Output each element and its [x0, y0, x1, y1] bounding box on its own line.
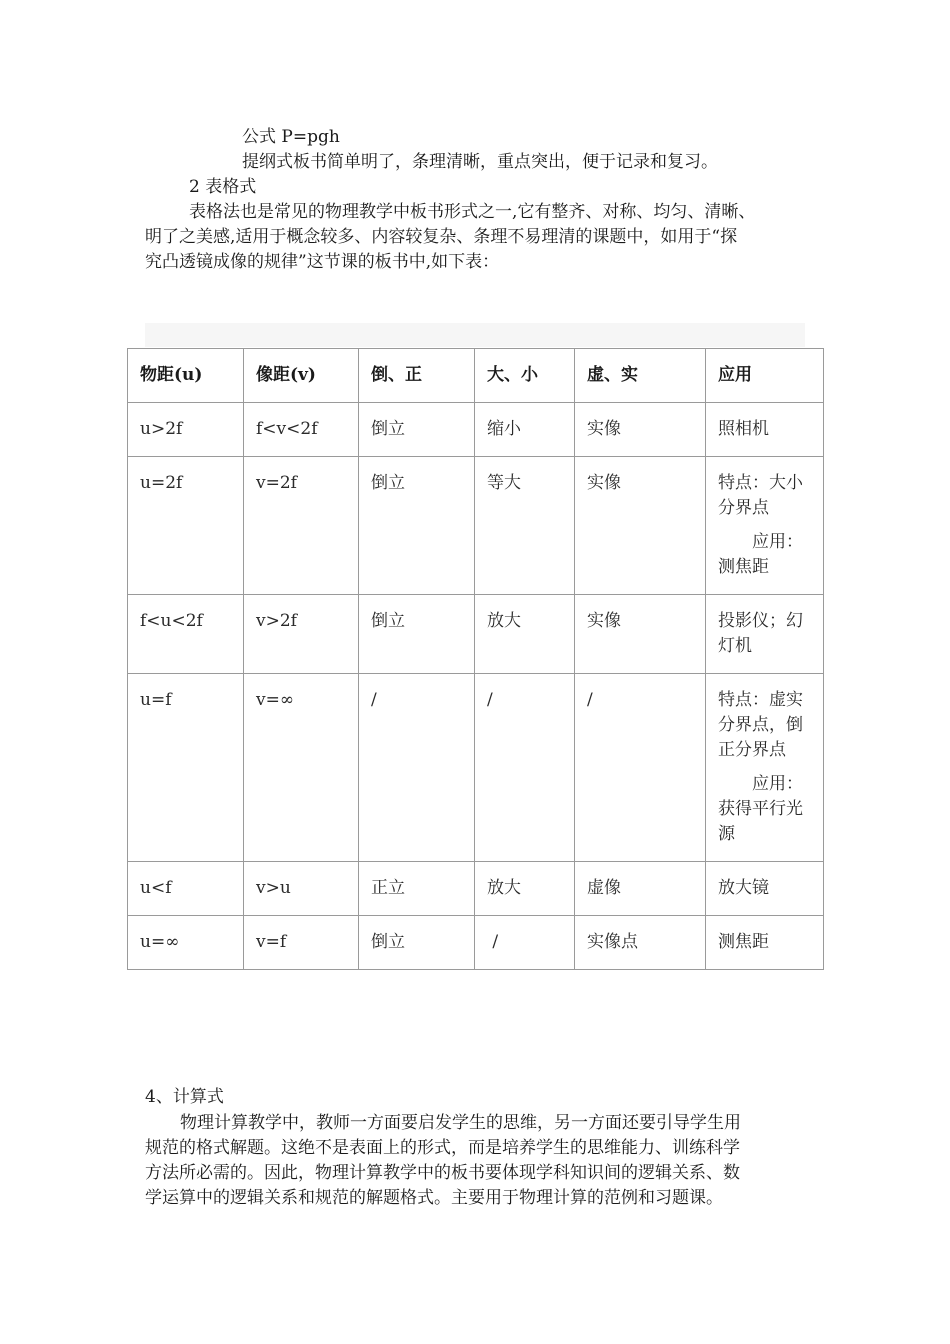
- cell-orientation: 倒立: [359, 403, 475, 457]
- header-image-distance: 像距(v): [244, 349, 359, 403]
- cell-orientation: 倒立: [359, 595, 475, 674]
- section-4-paragraph-line-2: 规范的格式解题。这绝不是表面上的形式，而是培养学生的思维能力、训练科学: [145, 1138, 740, 1158]
- header-object-distance: 物距(u): [128, 349, 244, 403]
- application-text: 放大镜: [718, 878, 769, 898]
- cell-u: u<f: [128, 862, 244, 916]
- section-2-paragraph-line-2: 明了之美感,适用于概念较多、内容较复杂、条理不易理清的课题中，如用于“探: [145, 227, 738, 247]
- header-orientation: 倒、正: [359, 349, 475, 403]
- cell-orientation: /: [359, 674, 475, 862]
- cell-u: u>2f: [128, 403, 244, 457]
- header-size: 大、小: [475, 349, 575, 403]
- section-4-paragraph-line-3: 方法所必需的。因此，物理计算教学中的板书要体现学科知识间的逻辑关系、数: [145, 1163, 740, 1183]
- cell-orientation: 正立: [359, 862, 475, 916]
- application-text: 照相机: [718, 419, 769, 439]
- cell-v: v>2f: [244, 595, 359, 674]
- table-row: [128, 674, 824, 862]
- header-application: 应用: [706, 349, 824, 403]
- cell-v: v=f: [244, 916, 359, 970]
- section-2-title: 2 表格式: [189, 177, 257, 197]
- table-row: [128, 595, 824, 674]
- lens-imaging-table: [127, 348, 824, 970]
- table-shading-band: [145, 323, 805, 347]
- application-use: 应用：获得平行光源: [718, 774, 803, 844]
- application-use: 应用：测焦距: [718, 532, 803, 577]
- cell-u: f<u<2f: [128, 595, 244, 674]
- cell-application: [706, 457, 824, 595]
- outline-note: 提纲式板书简单明了，条理清晰，重点突出，便于记录和复习。: [242, 152, 718, 172]
- cell-v: v=∞: [244, 674, 359, 862]
- table-row: [128, 862, 824, 916]
- cell-application: [706, 403, 824, 457]
- table-row: [128, 916, 824, 970]
- cell-v: v>u: [244, 862, 359, 916]
- cell-application: [706, 595, 824, 674]
- cell-size: /: [475, 674, 575, 862]
- cell-type: 实像: [575, 595, 706, 674]
- cell-size: 放大: [475, 862, 575, 916]
- cell-application: [706, 674, 824, 862]
- cell-type: 实像: [575, 403, 706, 457]
- cell-type: 实像: [575, 457, 706, 595]
- cell-size: 放大: [475, 595, 575, 674]
- section-2-paragraph-line-1: 表格法也是常见的物理教学中板书形式之一,它有整齐、对称、均匀、清晰、: [189, 202, 756, 222]
- cell-application: [706, 916, 824, 970]
- application-text: 测焦距: [718, 932, 769, 952]
- cell-type: 虚像: [575, 862, 706, 916]
- cell-size: 缩小: [475, 403, 575, 457]
- section-4-paragraph-line-4: 学运算中的逻辑关系和规范的解题格式。主要用于物理计算的范例和习题课。: [145, 1188, 723, 1208]
- cell-size: /: [475, 916, 575, 970]
- application-feature: 特点：虚实分界点，倒正分界点: [718, 690, 803, 760]
- cell-v: f<v<2f: [244, 403, 359, 457]
- cell-u: u=∞: [128, 916, 244, 970]
- cell-v: v=2f: [244, 457, 359, 595]
- section-4-paragraph-line-1: 物理计算教学中，教师一方面要启发学生的思维，另一方面还要引导学生用: [180, 1113, 741, 1133]
- section-4-title: 4、计算式: [145, 1087, 224, 1107]
- section-2-paragraph-line-3: 究凸透镜成像的规律”这节课的板书中,如下表：: [145, 252, 500, 272]
- application-feature: 特点：大小分界点: [718, 473, 803, 518]
- cell-application: [706, 862, 824, 916]
- cell-u: u=f: [128, 674, 244, 862]
- cell-u: u=2f: [128, 457, 244, 595]
- table-row: [128, 457, 824, 595]
- table-header-row: [128, 349, 824, 403]
- table-row: [128, 403, 824, 457]
- cell-size: 等大: [475, 457, 575, 595]
- cell-type: 实像点: [575, 916, 706, 970]
- cell-orientation: 倒立: [359, 457, 475, 595]
- formula-line: 公式 P=pgh: [242, 127, 340, 147]
- cell-type: /: [575, 674, 706, 862]
- cell-orientation: 倒立: [359, 916, 475, 970]
- application-text: 投影仪；幻灯机: [718, 611, 803, 656]
- header-image-type: 虚、实: [575, 349, 706, 403]
